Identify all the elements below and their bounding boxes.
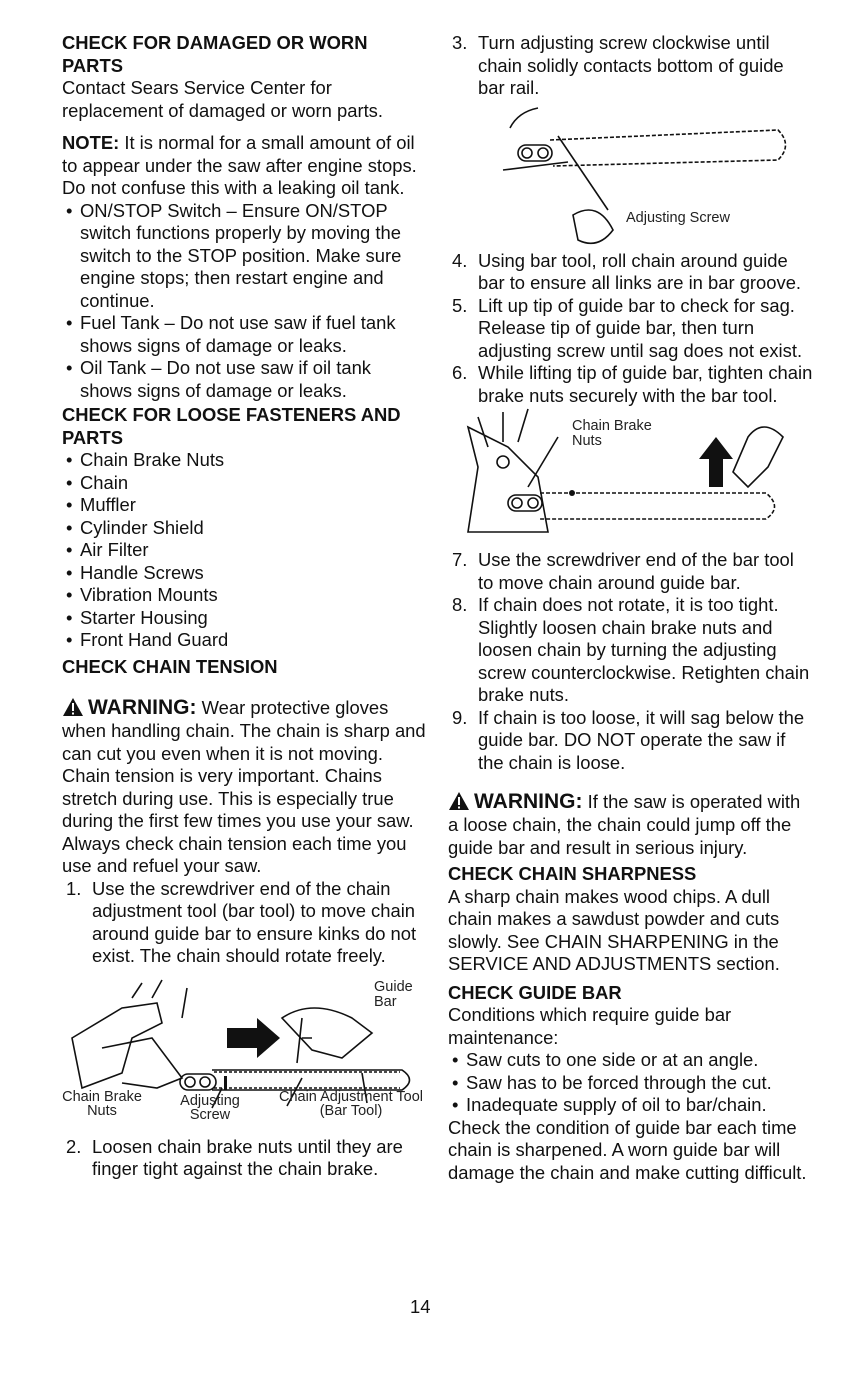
heading-damaged-parts: CHECK FOR DAMAGED OR WORN PARTS [62,32,368,76]
damaged-parts-text: Contact Sears Service Center for replacement of damaged or worn parts. [62,77,383,121]
warning-label: WARNING: [88,696,197,719]
list-item: • Saw has to be forced through the cut. [452,1071,772,1093]
tension-text: Chain tension is very important. Chains stretch during use. This is especially true during the first few times you use your saw. Always check chain tension each time you use and refuel your saw. [62,765,414,876]
steps-7-9 [448,549,813,774]
list-item: • Starter Housing [66,606,208,628]
label-guide-bar: Guide Bar [374,978,413,1010]
list-item: • Cylinder Shield [66,516,204,538]
step-2: 2. Loosen chain brake nuts until they are finger tight against the chain brake. [66,1135,403,1179]
heading-chain-sharpness: CHECK CHAIN SHARPNESS [448,863,697,884]
list-item: • Chain Brake Nuts [66,449,225,470]
warning-gloves [62,696,427,765]
warning-text: Wear protective gloves when handling chain. The chain is sharp and can cut you even when it is not moving. [62,697,426,764]
list-item: • Inadequate supply of oil to bar/chain. [452,1094,767,1115]
guide-bar-intro: Conditions which require guide bar maintenance: [448,1004,732,1048]
guide-bar-text: Check the condition of guide bar each time chain is sharpened. A worn guide bar will damage the chain and make cutting difficult. [448,1116,807,1183]
steps-4-6 [448,250,813,408]
label-adjusting-screw: Adjusting Screw [180,1092,240,1123]
step-5: 5. Lift up tip of guide bar to check for sag. Release tip of guide bar, then turn adjusting screw until sag does not exist. [452,294,803,361]
heading-chain-tension: CHECK CHAIN TENSION [62,655,278,677]
note-text: It is normal for a small amount of oil to appear under the saw after engine stops. Do not confuse this with a leaking oil tank. [62,132,417,198]
left-column [62,32,427,1181]
warning-triangle-icon [62,697,84,717]
list-item: • Air Filter [66,539,149,560]
heading-loose-parts: CHECK FOR LOOSE FASTENERS AND PARTS [62,404,401,448]
note-paragraph [62,132,427,200]
guide-bar-items [448,1049,813,1117]
figure-brake-nuts [448,407,813,549]
warning-loose-chain [448,790,813,859]
figure-chain-adjustment [62,978,427,1124]
loose-items-list [62,449,427,652]
list-item: • Vibration Mounts [66,584,218,605]
list-item: • Handle Screws [66,561,204,583]
right-column [448,32,813,1184]
list-item: • Saw cuts to one side or at an angle. [452,1049,759,1070]
step-8: 8. If chain does not rotate, it is too tight. Slightly loosen chain brake nuts and loosen chain by turning the adjusting screw counterclockwise. Retighten chain brake nuts. [452,594,810,705]
page-number: 14 [410,1296,431,1317]
list-item: • Front Hand Guard [66,629,229,650]
list-item: • ON/STOP Switch – Ensure ON/STOP switch functions properly by moving the switch to the STOP position. Make sure engine stops; then restart engine and continue. [66,199,402,311]
step-9: 9. If chain is too loose, it will sag below the guide bar. DO NOT operate the saw if the chain is loose. [452,706,805,773]
label-adjustment-tool: Chain Adjustment Tool (Bar Tool) [278,1088,424,1119]
list-item: • Muffler [66,494,136,515]
figure-adjusting-screw [448,100,813,250]
step-1: 1. Use the screwdriver end of the chain adjustment tool (bar tool) to move chain around guide bar to ensure kinks do not exist. The chain should rotate freely. [66,877,417,966]
label-chain-brake-nuts: Chain Brake Nuts [572,418,652,449]
step-4: 4. Using bar tool, roll chain around guide bar to ensure all links are in bar groove. [452,249,802,293]
list-item: • Fuel Tank – Do not use saw if fuel tank shows signs of damage or leaks. [66,312,396,356]
step-6: 6. While lifting tip of guide bar, tighten chain brake nuts securely with the bar tool. [452,362,813,406]
warning-label: WARNING: [474,790,583,813]
step-7: 7. Use the screwdriver end of the bar tool to move chain around guide bar. [452,549,794,593]
warning-text: If the saw is operated with a loose chain, the chain could jump off the guide bar and result in serious injury. [448,791,801,858]
list-item: • Oil Tank – Do not use saw if oil tank shows signs of damage or leaks. [66,357,371,401]
note-label: NOTE: [62,132,120,153]
damaged-items-list [62,200,427,403]
step-3: 3. Turn adjusting screw clockwise until chain solidly contacts bottom of guide bar rail. [452,32,784,98]
sharpness-text: A sharp chain makes wood chips. A dull chain makes a sawdust powder and cuts slowly. See CHAIN SHARPENING in the SERVICE AND ADJUSTMENTS section. [448,885,780,974]
adjusting-screw-illustration [448,100,813,250]
heading-guide-bar: CHECK GUIDE BAR [448,981,622,1003]
list-item: • Chain [66,471,129,493]
label-brake-nuts: Chain Brake Nuts [62,1088,142,1119]
warning-triangle-icon [448,791,470,811]
label-adjusting-screw-2: Adjusting Screw [626,209,730,226]
